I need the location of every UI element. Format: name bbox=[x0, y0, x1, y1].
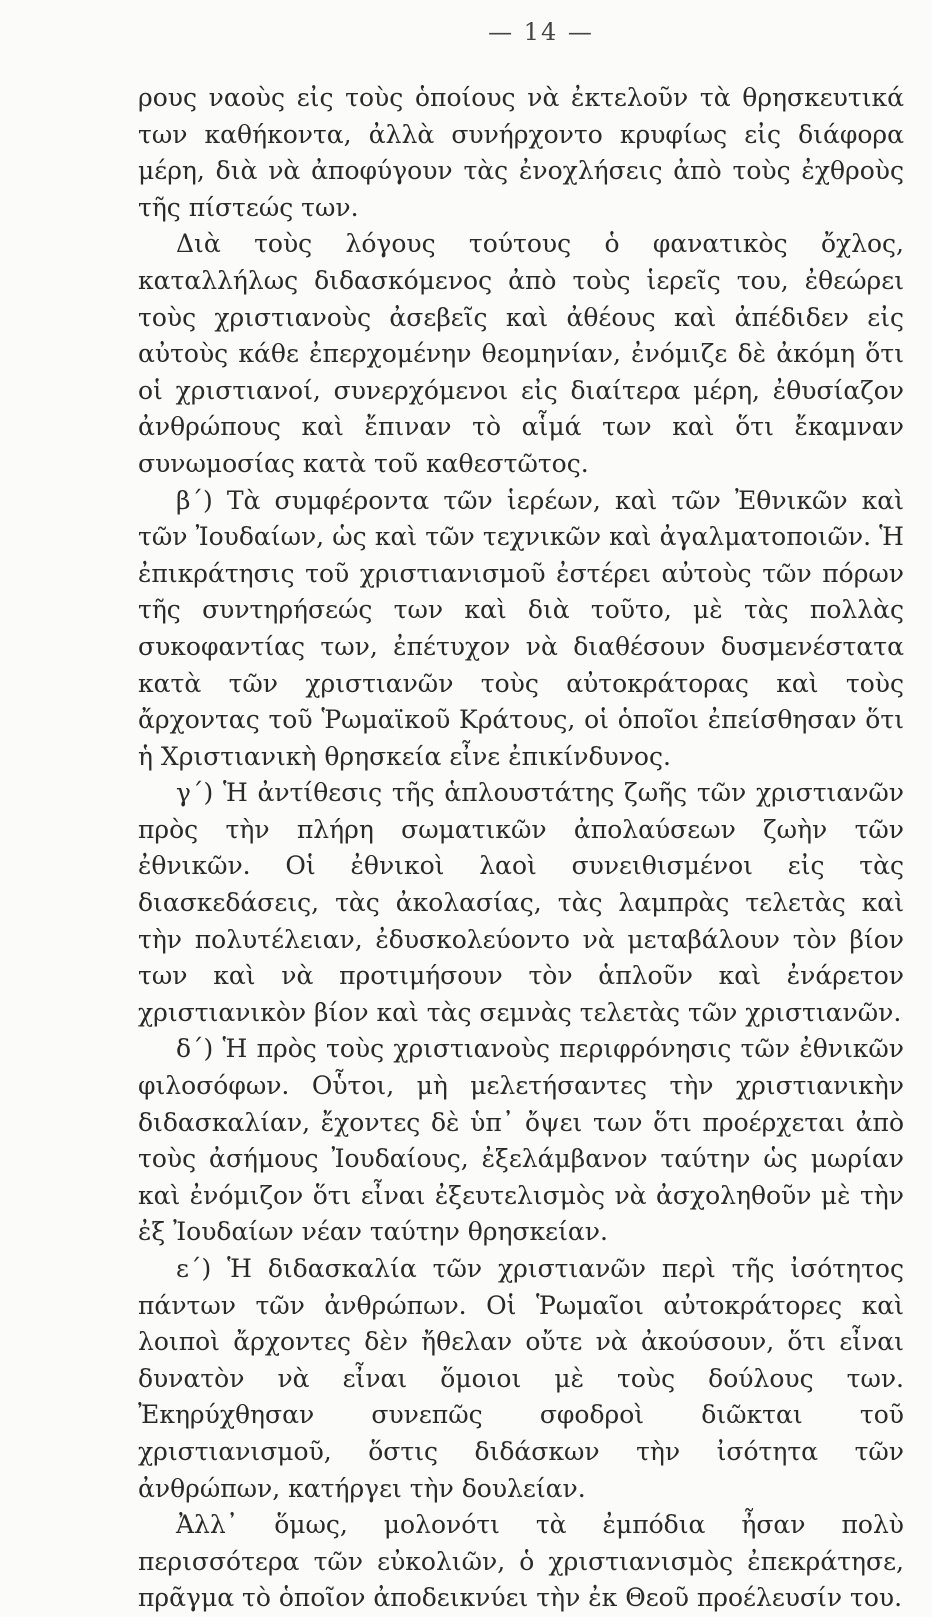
paragraph-gamma-contrast: γ΄) Ἡ ἀντίθεσις τῆς ἁπλουστάτης ζωῆς τῶν χριστιανῶν πρὸς τὴν πλήρη σωματικῶν ἀπολαύσεων ζωὴν τῶν ἐθνικῶν. Οἱ ἐθνικοὶ λαοὶ συνειθισμένοι εἰς τὰς διασκεδάσεις, τὰς ἀκολασίας, τὰς λαμπρὰς τελετὰς καὶ τὴν πολυτέλειαν, ἐδυσκολεύοντο νὰ μεταβάλουν τὸν βίον των καὶ νὰ προτιμήσουν τὸν ἁπλοῦν καὶ ἐνάρετον χριστιανικὸν βίον καὶ τὰς σεμνὰς τελετὰς τῶν χριστιανῶν. bbox=[138, 778, 904, 1027]
paragraph-beta-interests: β΄) Τὰ συμφέροντα τῶν ἱερέων, καὶ τῶν Ἐθνικῶν καὶ τῶν Ἰουδαίων, ὡς καὶ τῶν τεχνικῶν καὶ ἀγαλματοποιῶν. Ἡ ἐπικράτησις τοῦ χριστιανισμοῦ ἐστέρει αὐτοὺς τῶν πόρων τῆς συντηρήσεώς των καὶ διὰ τοῦτο, μὲ τὰς πολλὰς συκοφαντίας των, ἐπέτυχον νὰ διαθέσουν δυσμενέστατα κατὰ τῶν χριστιανῶν τοὺς αὐτοκράτορας καὶ τοὺς ἄρχοντας τοῦ Ῥωμαϊκοῦ Κράτους, οἱ ὁποῖοι ἐπείσθησαν ὅτι ἡ Χριστιανικὴ θρησκεία εἶνε ἐπικίνδυνος. bbox=[138, 485, 904, 771]
paragraph-epsilon-equality: ε΄) Ἡ διδασκαλία τῶν χριστιανῶν περὶ τῆς ἰσότητος πάντων τῶν ἀνθρώπων. Οἱ Ῥωμαῖοι αὐτοκράτορες καὶ λοιποὶ ἄρχοντες δὲν ἤθελαν οὔτε νὰ ἀκούσουν, ὅτι εἶναι δυνατὸν νὰ εἶναι ὅμοιοι μὲ τοὺς δούλους των. Ἐκηρύχθησαν συνεπῶς σφοδροὶ διῶκται τοῦ χριστιανισμοῦ, ὅστις διδάσκων τὴν ἰσότητα τῶν ἀνθρώπων, κατήργει τὴν δουλείαν. bbox=[138, 1254, 904, 1503]
page-number: — 14 — bbox=[488, 18, 594, 46]
paragraph-continuation: ρους ναοὺς εἰς τοὺς ὁποίους νὰ ἐκτελοῦν τὰ θρησκευτικά των καθήκοντα, ἀλλὰ συνήρχοντο κρυφίως εἰς διάφορα μέρη, διὰ νὰ ἀποφύγουν τὰς ἐνοχλήσεις ἀπὸ τοὺς ἐχθροὺς τῆς πίστεώς των. bbox=[138, 83, 904, 222]
paragraph-conclusion: Ἀλλ᾿ ὅμως, μολονότι τὰ ἐμπόδια ἦσαν πολὺ περισσότερα τῶν εὐκολιῶν, ὁ χριστιανισμὸς ἐπεκράτησε, πρᾶγμα τὸ ὁποῖον ἀποδεικνύει τὴν ἐκ Θεοῦ προέλευσίν του. bbox=[138, 1510, 904, 1613]
paragraph-fanatic-crowd: Διὰ τοὺς λόγους τούτους ὁ φανατικὸς ὄχλος, καταλλήλως διδασκόμενος ἀπὸ τοὺς ἱερεῖς του, ἐθεώρει τοὺς χριστιανοὺς ἀσεβεῖς καὶ ἀθέους καὶ ἀπέδιδεν εἰς αὐτοὺς κάθε ἐπερχομένην θεομηνίαν, ἐνόμιζε δὲ ἀκόμη ὅτι οἱ χριστιανοί, συνερχόμενοι εἰς διαίτερα μέρη, ἐθυσίαζον ἀνθρώπους καὶ ἔπιναν τὸ αἷμά των καὶ ὅτι ἔκαμναν συνωμοσίας κατὰ τοῦ καθεστῶτος. bbox=[138, 229, 904, 478]
paragraph-delta-philosophers: δ΄) Ἡ πρὸς τοὺς χριστιανοὺς περιφρόνησις τῶν ἐθνικῶν φιλοσόφων. Οὗτοι, μὴ μελετήσαντες τὴν χριστιανικὴν διδασκαλίαν, ἔχοντες δὲ ὑπ᾿ ὄψει των ὅτι προέρχεται ἀπὸ τοὺς ἀσήμους Ἰουδαίους, ἐξελάμβανον ταύτην ὡς μωρίαν καὶ ἐνόμιζον ὅτι εἶναι ἐξευτελισμὸς νὰ ἀσχοληθοῦν μὲ τὴν ἐξ Ἰουδαίων νέαν ταύτην θρησκείαν. bbox=[138, 1034, 904, 1247]
